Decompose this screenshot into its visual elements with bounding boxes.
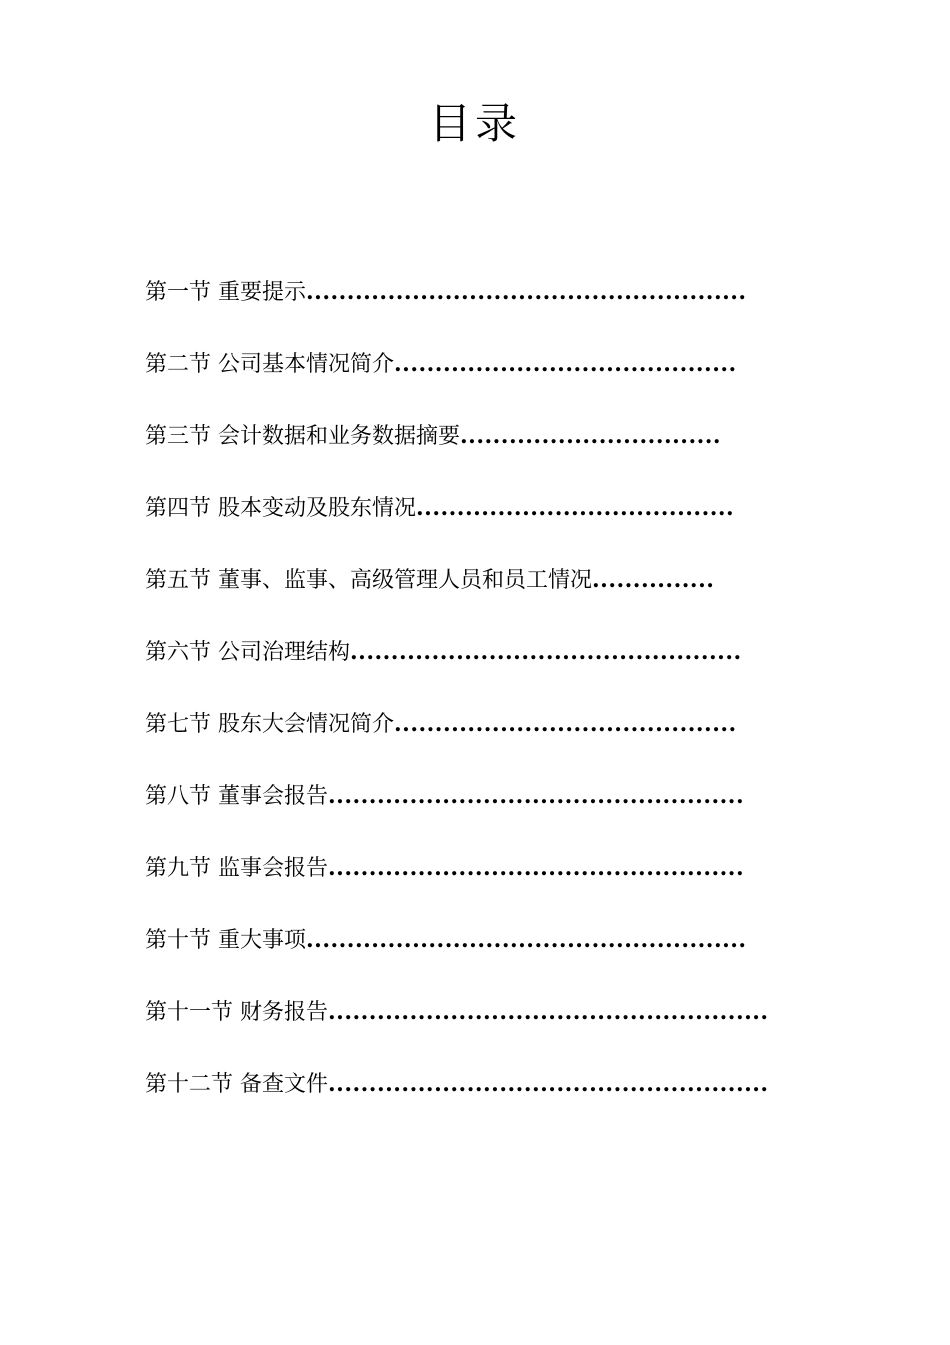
toc-entry-2[interactable] bbox=[145, 348, 737, 380]
toc-entry-12[interactable] bbox=[145, 1068, 769, 1100]
toc-entry-label: 第七节 股东大会情况简介 bbox=[145, 712, 394, 737]
toc-dot-leader: .......................................... bbox=[394, 711, 737, 737]
toc-dot-leader: ................................ bbox=[460, 423, 722, 449]
toc-entry-4[interactable] bbox=[145, 492, 734, 524]
toc-entry-5[interactable] bbox=[145, 564, 714, 596]
toc-entry-label: 第二节 公司基本情况简介 bbox=[145, 352, 394, 377]
toc-dot-leader: ................................................ bbox=[350, 639, 742, 665]
toc-entry-label: 第三节 会计数据和业务数据摘要 bbox=[145, 424, 460, 449]
toc-entry-label: 第十二节 备查文件 bbox=[145, 1072, 328, 1097]
toc-entry-label: 第十一节 财务报告 bbox=[145, 1000, 328, 1025]
toc-dot-leader: ...................................................... bbox=[306, 927, 747, 953]
toc-entry-label: 第四节 股本变动及股东情况 bbox=[145, 496, 416, 521]
toc-entry-label: 第十节 重大事项 bbox=[145, 928, 306, 953]
toc-entry-9[interactable] bbox=[145, 852, 744, 884]
toc-entry-7[interactable] bbox=[145, 708, 737, 740]
toc-entry-3[interactable] bbox=[145, 420, 721, 452]
toc-dot-leader: ...................................................... bbox=[328, 1071, 769, 1097]
toc-dot-leader: ................................................... bbox=[328, 783, 745, 809]
toc-dot-leader: ................................................... bbox=[328, 855, 745, 881]
page-title: 目录 bbox=[428, 99, 521, 148]
toc-dot-leader: .......................................... bbox=[394, 351, 737, 377]
toc-entry-6[interactable] bbox=[145, 636, 742, 668]
toc-entry-8[interactable] bbox=[145, 780, 744, 812]
toc-dot-leader: ...................................................... bbox=[306, 279, 747, 305]
toc-entry-1[interactable] bbox=[145, 276, 747, 308]
toc-entry-10[interactable] bbox=[145, 924, 747, 956]
toc-entry-label: 第六节 公司治理结构 bbox=[145, 640, 350, 665]
toc-entry-label: 第一节 重要提示 bbox=[145, 280, 306, 305]
toc-entry-label: 第八节 董事会报告 bbox=[145, 784, 328, 809]
toc-entry-label: 第五节 董事、监事、高级管理人员和员工情况 bbox=[145, 568, 592, 593]
toc-dot-leader: ............... bbox=[592, 567, 715, 593]
toc-entry-label: 第九节 监事会报告 bbox=[145, 856, 328, 881]
toc-dot-leader: ....................................... bbox=[416, 495, 735, 521]
toc-entry-11[interactable] bbox=[145, 996, 769, 1028]
toc-dot-leader: ...................................................... bbox=[328, 999, 769, 1025]
